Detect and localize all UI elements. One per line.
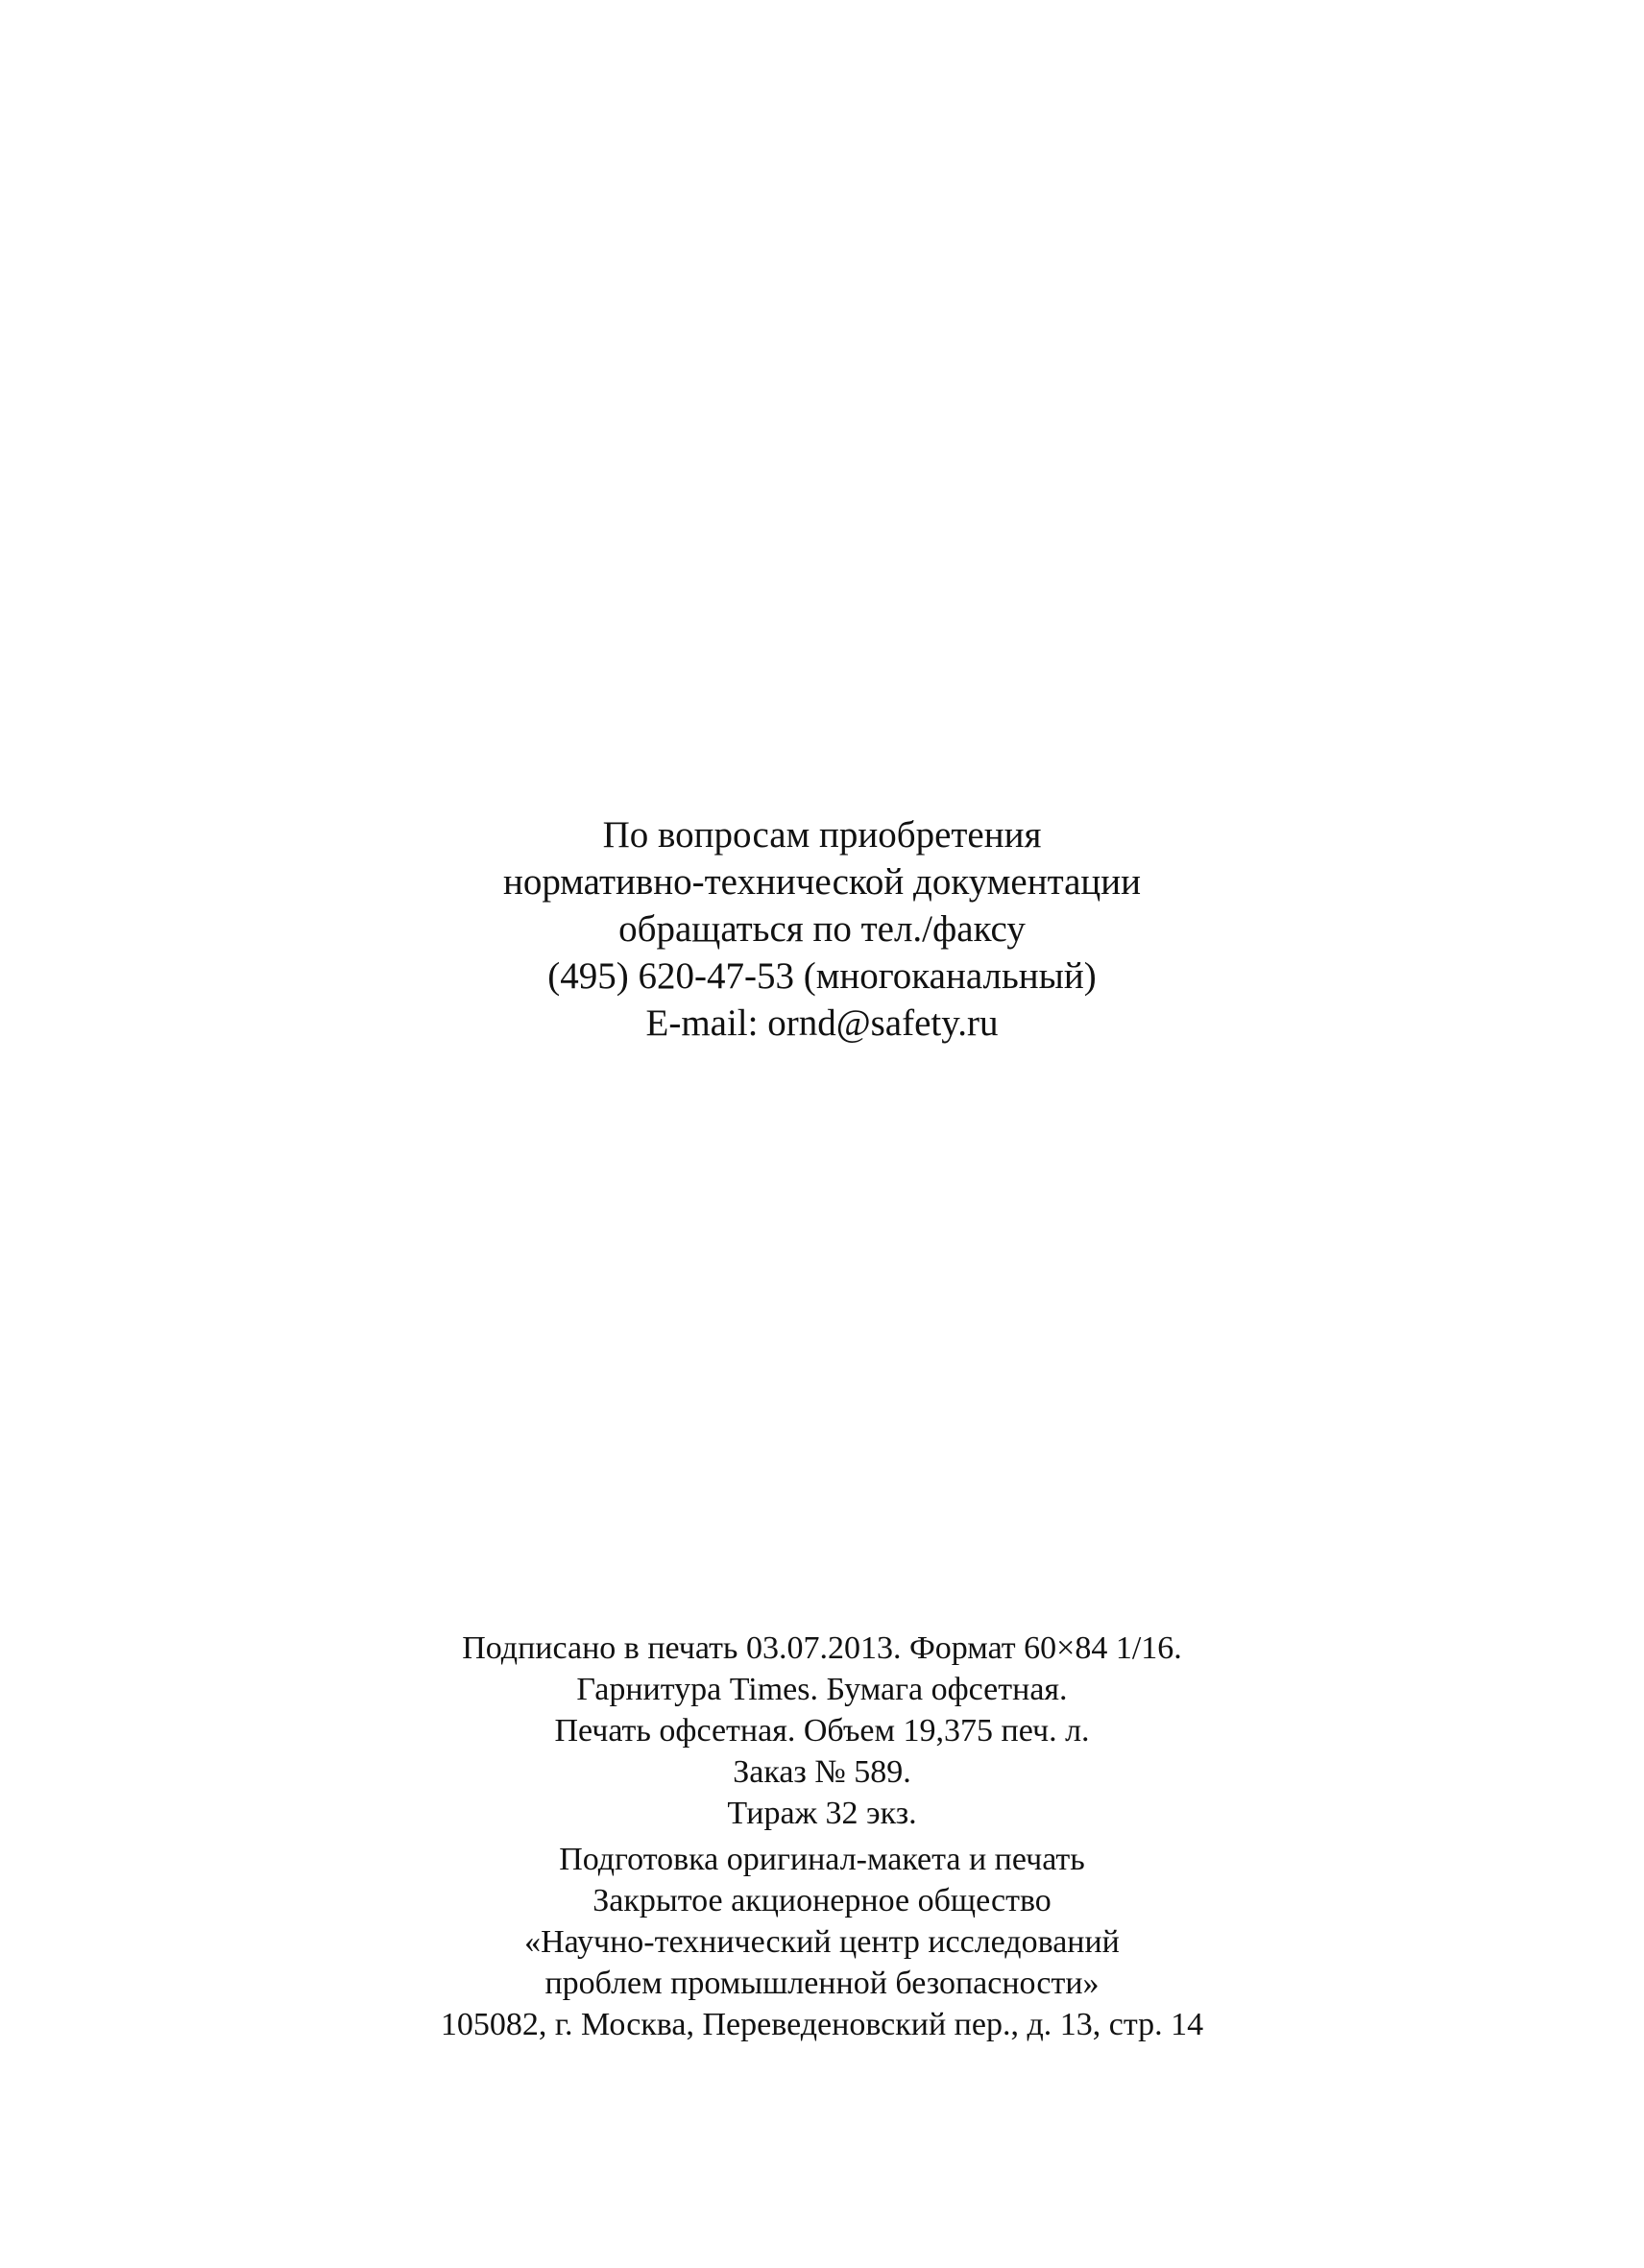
contact-line-2: нормативно-технической документации <box>502 861 1142 903</box>
printer-line-3: «Научно-технический центр исследований <box>524 1924 1120 1960</box>
contact-line-3: обращаться по тел./факсу <box>618 908 1026 950</box>
imprint-order-number: Заказ № 589. <box>733 1754 911 1790</box>
contact-phone: (495) 620-47-53 (многоканальный) <box>547 955 1097 997</box>
contact-email: E-mail: ornd@safety.ru <box>645 1002 999 1044</box>
contact-line-1: По вопросам приобретения <box>602 814 1042 856</box>
imprint-signed-format: Подписано в печать 03.07.2013. Формат 60×84 1/16. <box>462 1630 1182 1666</box>
imprint-block <box>0 1628 1644 1834</box>
printer-line-1: Подготовка оригинал-макета и печать <box>559 1842 1085 1877</box>
printer-line-4: проблем промышленной безопасности» <box>544 1966 1100 2001</box>
printer-address: 105082, г. Москва, Переведеновский пер., д. 13, стр. 14 <box>440 2007 1204 2042</box>
contact-info-block <box>0 811 1644 1047</box>
imprint-print-run: Тираж 32 экз. <box>727 1796 917 1831</box>
printer-info-block <box>0 1839 1644 2045</box>
imprint-typeface-paper: Гарнитура Times. Бумага офсетная. <box>576 1672 1068 1707</box>
printer-line-2: Закрытое акционерное общество <box>592 1883 1052 1918</box>
imprint-printing-volume: Печать офсетная. Объем 19,375 печ. л. <box>554 1713 1090 1749</box>
